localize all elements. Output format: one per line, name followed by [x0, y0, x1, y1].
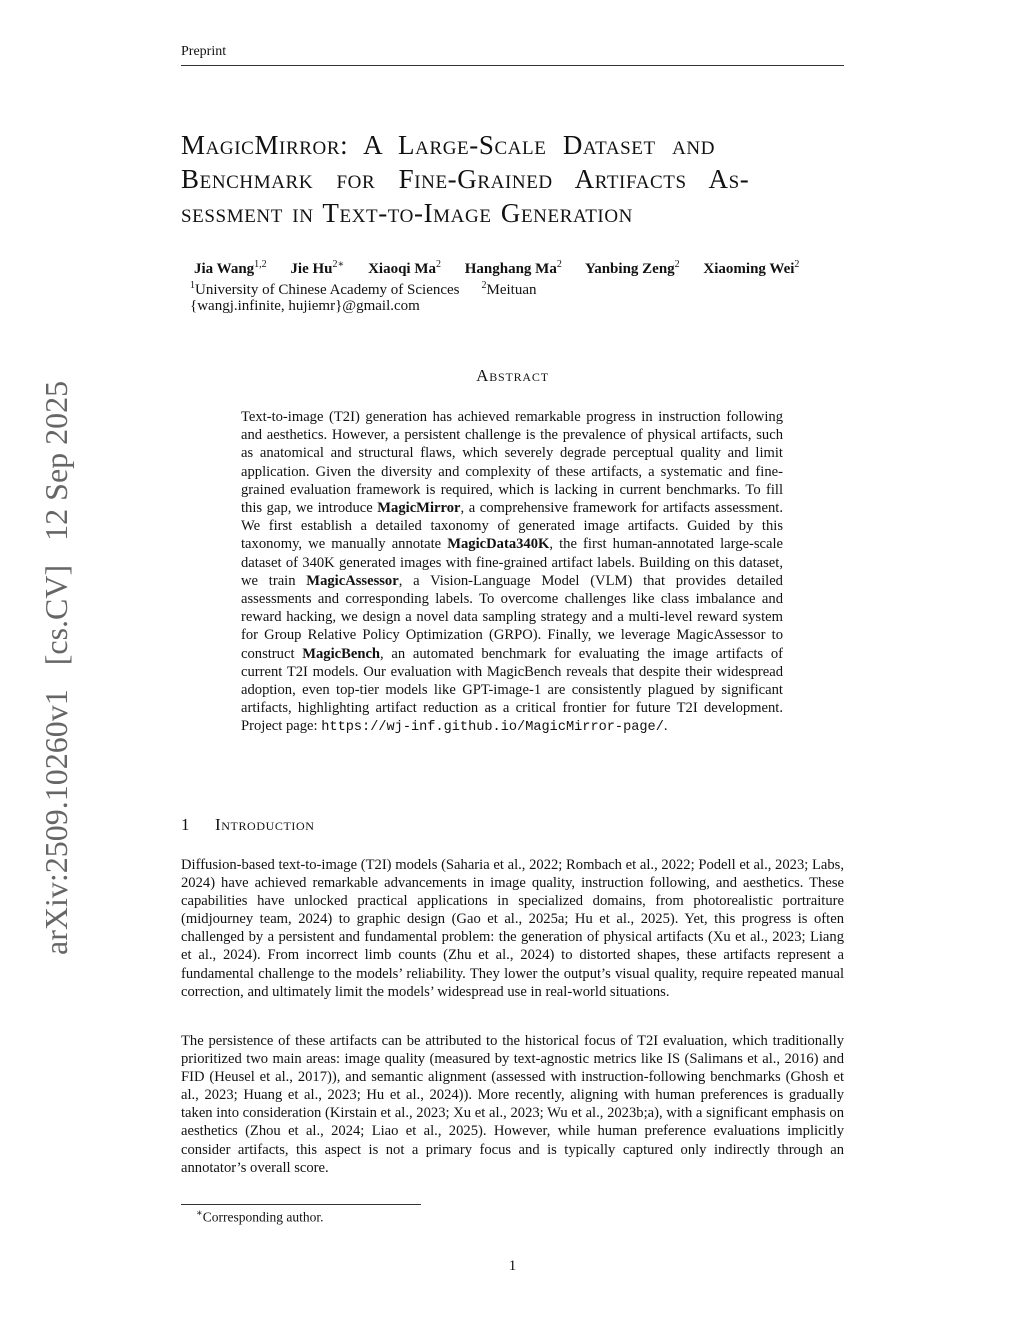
arxiv-category: [cs.CV]	[38, 564, 74, 666]
intro-paragraph-1: Diffusion-based text-to-image (T2I) models (Saharia et al., 2022; Rombach et al., 2022; Podell et al., 2023; Labs, 2024) have achieved remarkable advancements in image quality, instruction following, and aesthetics. These capabilities have unlocked practical applications in specialized domains, from photorealistic portraiture (midjourney team, 2024) to graphic design (Gao et al., 2025a; Hu et al., 2025). Yet, this progress is often challenged by a persistent and fundamental problem: the generation of physical artifacts (Xu et al., 2023; Liang et al., 2024). From incorrect limb counts (Zhu et al., 2024) to distorted shapes, these artifacts represent a fundamental challenge to the models’ reliability. They lower the output’s visual quality, require repeated manual correction, and ultimately limit the models’ widespread use in real-world situations.	[181, 857, 844, 1000]
abstract-heading: Abstract	[476, 366, 549, 385]
bold-term: MagicData340K	[447, 536, 550, 553]
intro-paragraph-2: The persistence of these artifacts can be attributed to the historical focus of T2I evaluation, which traditionally prioritized two main areas: image quality (measured by text-agnostic metrics like IS (Salimans et al., 2016) and FID (Heusel et al., 2017)), and semantic alignment (assessed with instruction-following benchmarks (Ghosh et al., 2023; Huang et al., 2023; Hu et al., 2024)). More recently, aligning with human preferences is gradually taken into consideration (Kirstain et al., 2023; Xu et al., 2023; Wu et al., 2023b;a), with a significant emphasis on aesthetics (Zhou et al., 2024; Liao et al., 2025). However, while human preference evaluations implicitly consider artifacts, this aspect is not a primary focus and is typically captured only indirectly through an annotator’s overall score.	[181, 1033, 844, 1176]
author: Xiaoqi Ma$^2$	[368, 259, 441, 277]
footnote-rule	[181, 1204, 421, 1205]
title-line-3: sessment in Text-to-Image Generation	[181, 198, 633, 228]
bold-term: MagicMirror	[377, 500, 461, 517]
title-line-1: MagicMirror: A Large-Scale Dataset and	[181, 130, 716, 160]
author-list	[194, 259, 854, 278]
header-rule	[181, 65, 844, 66]
footnote: ∗Corresponding author.	[196, 1208, 324, 1225]
author: Jie $Hu^{2∗}$	[290, 259, 345, 277]
project-page-link[interactable]: https://wj-inf.github.io/MagicMirror-page/	[321, 720, 664, 736]
arxiv-id[interactable]: arXiv:2509.10260v1	[38, 689, 74, 955]
affiliations: $^1$University of Chinese Academy of Sciences $^2$Meituan	[190, 280, 537, 298]
bold-term: MagicAssessor	[306, 572, 399, 589]
paper-title	[181, 128, 844, 230]
section-title: Introduction	[215, 815, 315, 834]
section-heading-introduction	[181, 815, 581, 835]
bold-term: MagicBench	[302, 645, 381, 662]
contact-email: {wangj.infinite, hujiemr}@gmail.com	[190, 298, 420, 314]
arxiv-side-stamp	[38, 370, 74, 955]
affiliation-1: University of Chinese Academy of Sciences	[195, 282, 460, 298]
page-number: 1	[508, 1258, 517, 1274]
section-number: 1	[181, 815, 191, 834]
author: Jia Wang$^{1,2}$	[194, 259, 267, 277]
affiliation-2: Meituan	[486, 282, 537, 298]
abstract-body: Text-to-image (T2I) generation has achieved remarkable progress in instruction following and aesthetics. However, a persistent challenge is the prevalence of physical artifacts, such as anatomical and structural flaws, which severely degrade perceptual quality and limit application. Given the diversity and complexity of these artifacts, a systematic and fine-grained evaluation framework is required, which is lacking in current benchmarks. To fill this gap, we introduce MagicMirror, a comprehensive framework for artifacts assessment. We first establish a detailed taxonomy of generated image artifacts. Guided by this taxonomy, we manually annotate MagicData340K, the first human-annotated large-scale dataset of 340K generated images with fine-grained artifact labels. Building on this dataset, we train MagicAssessor, a Vision-Language Model (VLM) that provides detailed assessments and corresponding labels. To overcome challenges like class imbalance and reward hacking, we design a novel data sampling strategy and a multi-level reward system for Group Relative Policy Optimization (GRPO). Finally, we leverage MagicAssessor to construct MagicBench, an automated benchmark for evaluating the image artifacts of current T2I models. Our evaluation with MagicBench reveals that despite their widespread adoption, even top-tier models like GPT-image-1 are consistently plagued by significant artifacts, highlighting artifact reduction as a critical frontier for future T2I development. Project page: https://wj-inf.github.io/MagicMirror-page/.	[241, 409, 783, 736]
title-line-2: Benchmark for Fine-Grained Artifacts As-	[181, 164, 750, 194]
author: Xiaoming Wei$^2$	[703, 259, 800, 277]
author: Yanbing Zeng$^2$	[585, 259, 680, 277]
running-header: Preprint	[181, 44, 227, 59]
author: Hanghang Ma$^2$	[464, 259, 562, 277]
arxiv-date: 12 Sep 2025	[38, 380, 74, 541]
